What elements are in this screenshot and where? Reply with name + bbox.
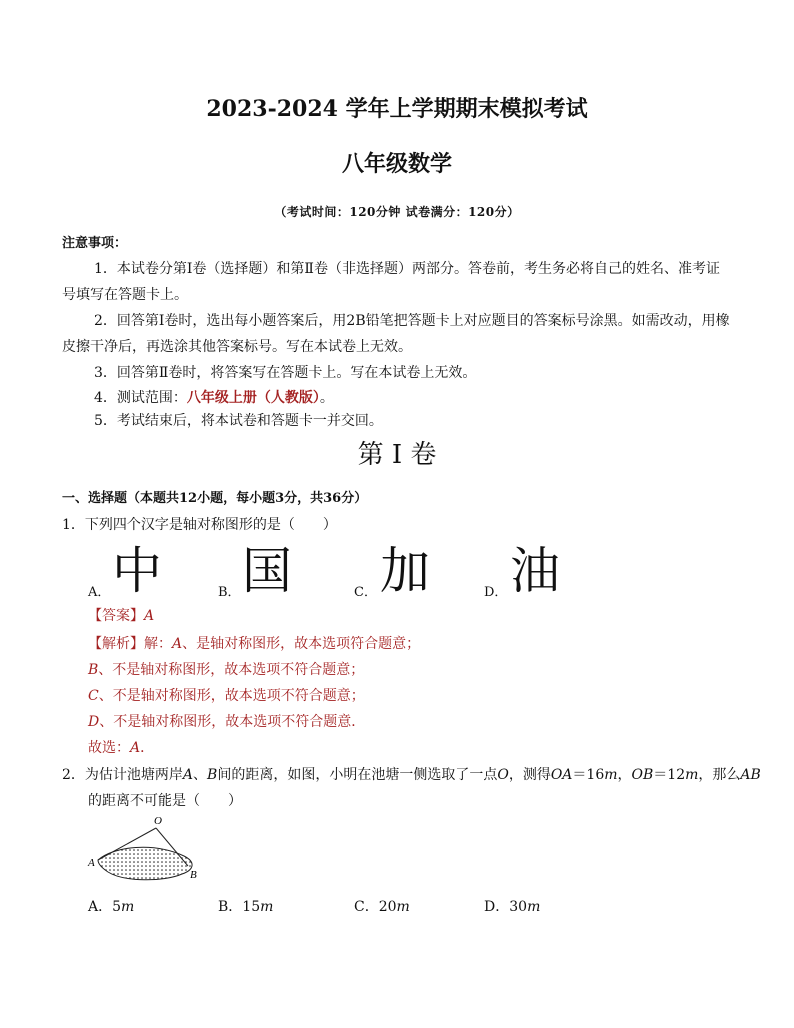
q2-var: O: [497, 767, 509, 783]
volume-title: 第 I 卷: [357, 440, 437, 470]
q1-option-c-char: 加: [380, 542, 430, 600]
q2-text: ，: [617, 767, 632, 783]
q1-option-a-letter: A．: [88, 585, 111, 600]
note-item-1: [62, 256, 730, 308]
exam-title: 2023-2024 学年上学期期末模拟考试: [206, 96, 588, 122]
q1-option-c-letter: C．: [354, 585, 377, 600]
note-1-line-2: 号填写在答题卡上。: [62, 287, 188, 303]
note-item-5: 5．考试结束后，将本试卷和答题卡一并交回。: [94, 413, 383, 429]
q1-option-a-char: 中: [112, 542, 162, 600]
q2-options: [88, 894, 748, 918]
q1-analysis-line-3: [88, 683, 365, 709]
q1-option-d-char: 油: [510, 542, 560, 600]
option-letter: A．: [88, 899, 113, 915]
q1-option-d-letter: D．: [484, 585, 508, 600]
q2-var: AB: [740, 767, 761, 783]
q2-option-d: [484, 894, 540, 920]
note-item-3: 3．回答第Ⅱ卷时，将答案写在答题卡上。写在本试卷上无效。: [94, 365, 477, 381]
q1-options: [88, 544, 748, 600]
pond-figure: [84, 812, 214, 892]
q1-stem: 1．下列四个汉字是轴对称图形的是（ ）: [62, 517, 337, 533]
q2-text: ，那么: [698, 767, 741, 783]
q2-text: 、: [193, 767, 208, 783]
q2-unit: m: [685, 767, 699, 783]
q2-stem-line-2: 的距离不可能是（ ）: [88, 793, 242, 809]
analysis-label: 【解析】: [88, 636, 144, 652]
point-b-label: B: [190, 869, 197, 881]
q2-text: ＝12: [653, 767, 686, 783]
q2-option-b: [218, 894, 273, 920]
conclusion-text: 故选：: [88, 740, 130, 756]
q2-text: 2．为估计池塘两岸: [62, 767, 183, 783]
q1-analysis-line-1: [88, 631, 420, 657]
note-4-prefix: 4．测试范围：: [94, 390, 187, 406]
analysis-text: 、不是轴对称图形，故本选项不符合题意．: [99, 714, 366, 730]
q2-stem-line-1: [62, 762, 761, 788]
option-number: 30: [509, 899, 528, 915]
note-4-suffix: 。: [319, 390, 334, 406]
analysis-var: A: [172, 636, 183, 652]
option-letter: C．: [354, 899, 379, 915]
option-unit: m: [121, 899, 135, 915]
q1-option-b-letter: B．: [218, 585, 241, 600]
analysis-text: 解：: [144, 636, 172, 652]
q2-option-a: [88, 894, 134, 920]
q2-unit: m: [604, 767, 618, 783]
exam-info: （考试时间：120分钟 试卷满分：120分）: [274, 205, 520, 219]
option-unit: m: [260, 899, 274, 915]
answer-value: A: [144, 608, 155, 624]
q2-option-c: [354, 894, 410, 920]
answer-label: 【答案】: [88, 608, 144, 624]
note-2-line-2: 皮擦干净后，再选涂其他答案标号。写在本试卷上无效。: [62, 339, 412, 355]
option-number: 5: [112, 899, 122, 915]
analysis-var: C: [88, 688, 99, 704]
option-letter: D．: [484, 899, 510, 915]
q2-text: 间的距离，如图，小明在池塘一侧选取了一点: [217, 767, 498, 783]
option-number: 15: [242, 899, 261, 915]
option-unit: m: [396, 899, 410, 915]
option-unit: m: [527, 899, 541, 915]
analysis-text: 、不是轴对称图形，故本选项不符合题意；: [98, 688, 365, 704]
q1-analysis-line-4: [88, 709, 365, 735]
analysis-var: B: [88, 662, 99, 678]
point-o-label: O: [154, 815, 162, 827]
q1-option-b-char: 国: [242, 542, 292, 600]
q1-analysis-line-2: [88, 657, 364, 683]
analysis-var: D: [88, 714, 100, 730]
note-2-line-1: 2．回答第Ⅰ卷时，选出每小题答案后，用2B铅笔把答题卡上对应题目的答案标号涂黑。如需改动，用橡: [94, 313, 730, 329]
q2-text: ＝16: [572, 767, 605, 783]
option-number: 20: [378, 899, 397, 915]
note-1-line-1: 1．本试卷分第Ⅰ卷（选择题）和第Ⅱ卷（非选择题）两部分。答卷前，考生务必将自己的姓名、准考证: [94, 261, 720, 277]
conclusion-text: ．: [140, 740, 155, 756]
q2-var: A: [182, 767, 194, 783]
conclusion-var: A: [130, 740, 141, 756]
q2-var: OB: [631, 767, 654, 783]
section-heading: 一、选择题（本题共12小题，每小题3分，共36分）: [62, 491, 368, 506]
analysis-text: 、是轴对称图形，故本选项符合题意；: [182, 636, 421, 652]
option-letter: B．: [218, 899, 243, 915]
note-item-2: [62, 308, 730, 360]
q2-var: OA: [550, 767, 573, 783]
test-scope: 八年级上册（人教版）: [186, 390, 320, 406]
q2-text: ，测得: [508, 767, 551, 783]
q2-var: B: [207, 767, 218, 783]
point-a-label: A: [88, 857, 95, 869]
analysis-text: 、不是轴对称图形，故本选项不符合题意；: [98, 662, 365, 678]
q1-answer: [88, 603, 154, 629]
q1-conclusion: [88, 735, 154, 761]
notes-heading: 注意事项：: [62, 236, 128, 251]
exam-subtitle: 八年级数学: [341, 151, 452, 177]
